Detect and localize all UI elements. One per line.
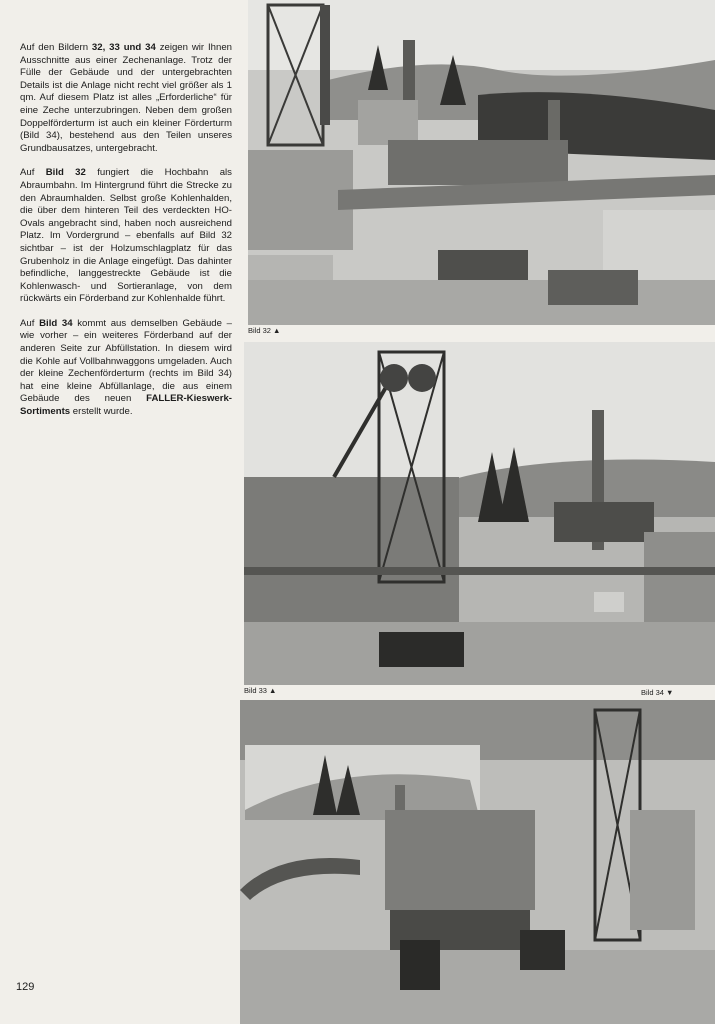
caption-bild-32: Bild 32 ▲ (248, 326, 281, 335)
paragraph-3: Auf Bild 34 kommt aus demselben Gebäude – wie vorher – ein weiteres Förderband auf der anderen Seite zur Abfüllstation. In diesem wird die Kohle auf Vollbahnwaggons umgeladen. Auch der kleine Zechenförderturm (rechts im Bild 34) hat eine kleine Abfüllanlage, die aus einem Gebäude des neuen FALLER-Kieswerk-Sortiments erstellt wurde. (20, 317, 232, 418)
page-number: 129 (16, 981, 35, 993)
caption-bild-33: Bild 33 ▲ (244, 686, 277, 695)
photo-bild-32 (248, 0, 715, 325)
article-text-column (20, 42, 232, 431)
caption-bild-34: Bild 34 ▼ (641, 688, 674, 697)
photo-bild-33 (244, 342, 715, 685)
paragraph-1: Auf den Bildern 32, 33 und 34 zeigen wir Ihnen Ausschnitte aus einer Zechenanlage. Trotz der Fülle der Gebäude und der untergebrachten Details ist die Anlage nicht recht viel größer als 1 qm. Auf diesem Platz ist alles „Erforderliche“ für eine Zeche unterzubringen. Neben dem großen Doppelförderturm ist auch ein kleiner Förderturm (Bild 34), bestehend aus den Teilen unseres Grundbausatzes, untergebracht. (20, 42, 232, 154)
paragraph-2: Auf Bild 32 fungiert die Hochbahn als Abraumbahn. Im Hintergrund führt die Strecke zu den Abraumhalden. Selbst große Kohlenhalden, die über dem hinteren Teil des verdeckten HO-Ovals angebracht sind, haben noch ausreichend Platz. Im Vordergrund – ebenfalls auf Bild 32 sichtbar – ist der Holzumschlagplatz für das Grubenholz in die Anlage eingefügt. Das dahinter befindliche, langgestreckte Gebäude ist die Kohlenwasch- und Sortieranlage, von dem rückwärts ein Förderband zur Kohlenhalde führt. (20, 167, 232, 305)
photo-bild-34 (240, 700, 715, 1024)
